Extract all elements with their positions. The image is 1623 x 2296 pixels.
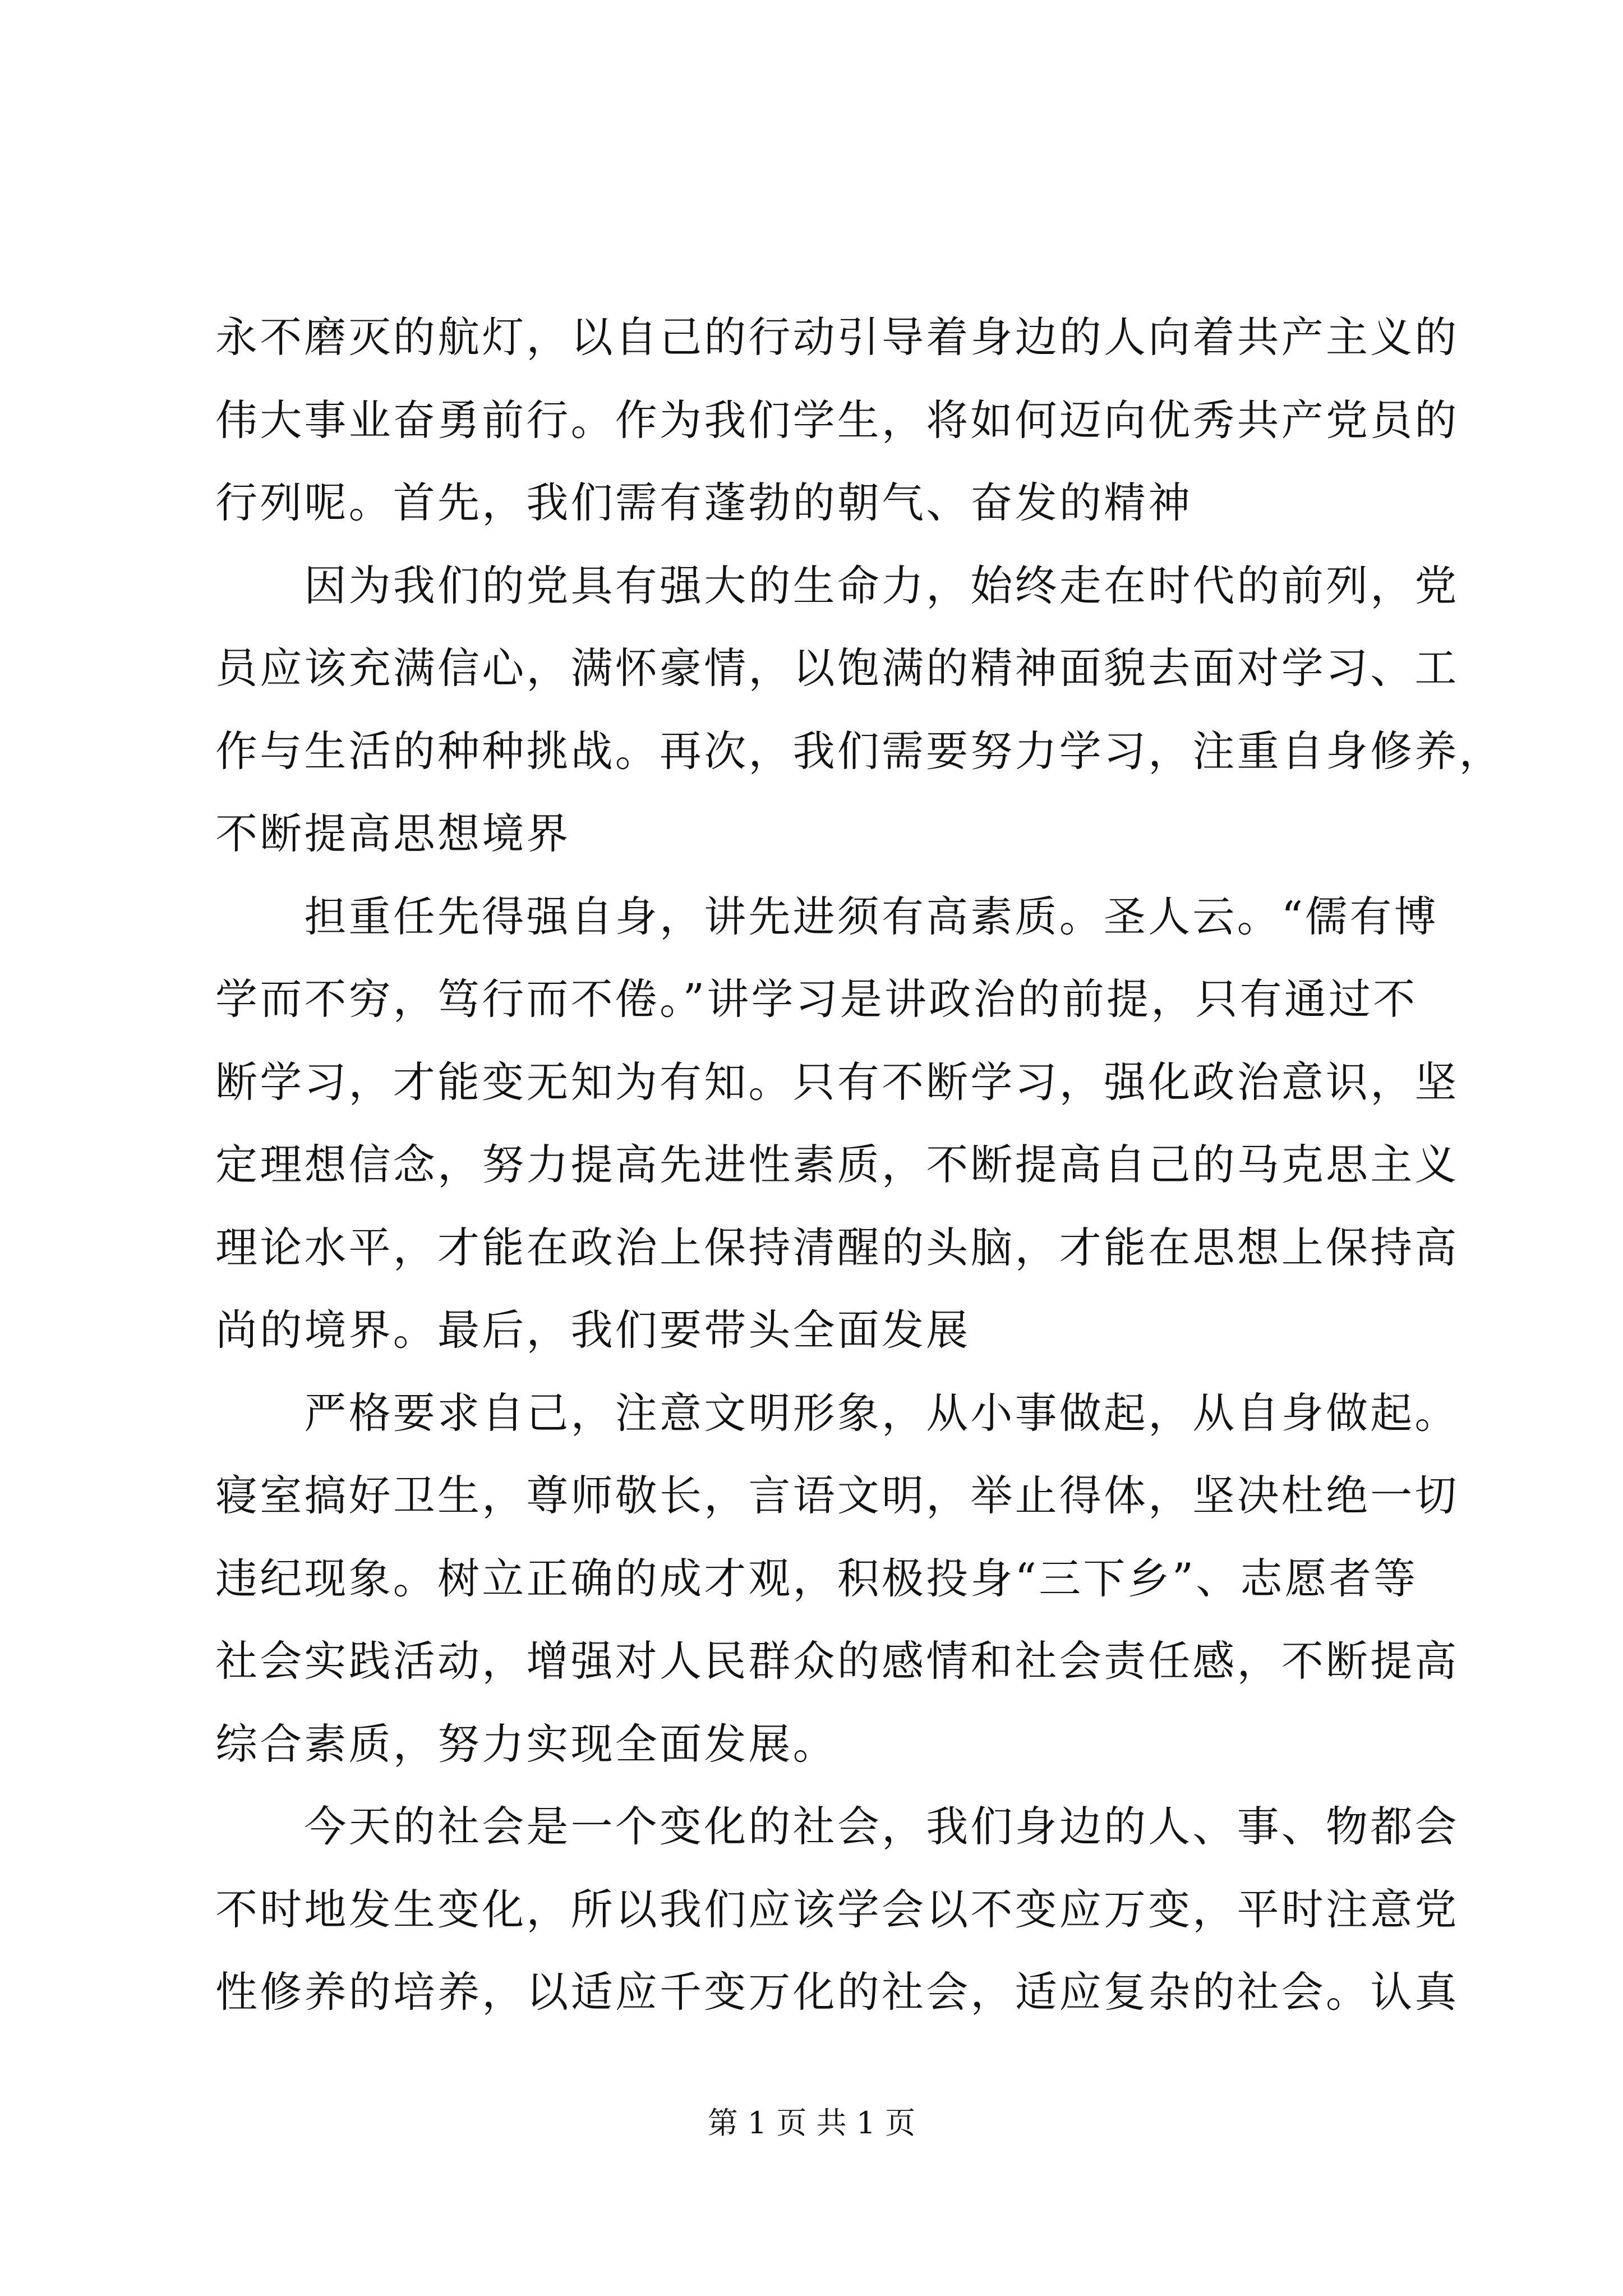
text-line: 今天的社会是一个变化的社会，我们身边的人、事、物都会: [215, 1802, 1459, 1851]
text-line: 不时地发生变化，所以我们应该学会以不变应万变，平时注意党: [215, 1884, 1459, 1934]
text-line: 伟大事业奋勇前行。作为我们学生，将如何迈向优秀共产党员的: [215, 395, 1459, 445]
text-line: 永不磨灭的航灯，以自己的行动引导着身边的人向着共产主义的: [215, 312, 1459, 362]
text-line: 断学习，才能变无知为有知。只有不断学习，强化政治意识，坚: [215, 1057, 1459, 1107]
page-number-footer: 第 1 页 共 1 页: [707, 2105, 916, 2141]
text-line: 因为我们的党具有强大的生命力，始终走在时代的前列，党: [215, 560, 1459, 610]
text-line: 不断提高思想境界: [215, 809, 571, 858]
text-line: 作与生活的种种挑战。再次，我们需要努力学习，注重自身修养，: [215, 726, 1504, 776]
text-line: 员应该充满信心，满怀豪情，以饱满的精神面貌去面对学习、工: [215, 643, 1459, 693]
text-line: 寝室搞好卫生，尊师敬长，言语文明，举止得体，坚决杜绝一切: [215, 1471, 1459, 1520]
text-line: 学而不穷，笃行而不倦。”讲学习是讲政治的前提，只有通过不: [215, 974, 1418, 1024]
text-line: 担重任先得强自身，讲先进须有高素质。圣人云。“儒有博: [215, 891, 1438, 941]
text-line: 违纪现象。树立正确的成才观，积极投身“三下乡”、志愿者等: [215, 1553, 1418, 1603]
text-line: 社会实践活动，增强对人民群众的感情和社会责任感，不断提高: [215, 1636, 1459, 1686]
text-line: 综合素质，努力实现全面发展。: [215, 1719, 837, 1769]
text-line: 尚的境界。最后，我们要带头全面发展: [215, 1305, 971, 1355]
text-line: 严格要求自己，注意文明形象，从小事做起，从自身做起。: [215, 1388, 1459, 1438]
text-line: 性修养的培养，以适应千变万化的社会，适应复杂的社会。认真: [215, 1967, 1459, 2017]
text-line: 理论水平，才能在政治上保持清醒的头脑，才能在思想上保持高: [215, 1222, 1459, 1272]
body-text: [215, 296, 1504, 2034]
text-line: 定理想信念，努力提高先进性素质，不断提高自己的马克思主义: [215, 1140, 1459, 1189]
text-line: 行列呢。首先，我们需有蓬勃的朝气、奋发的精神: [215, 478, 1193, 527]
